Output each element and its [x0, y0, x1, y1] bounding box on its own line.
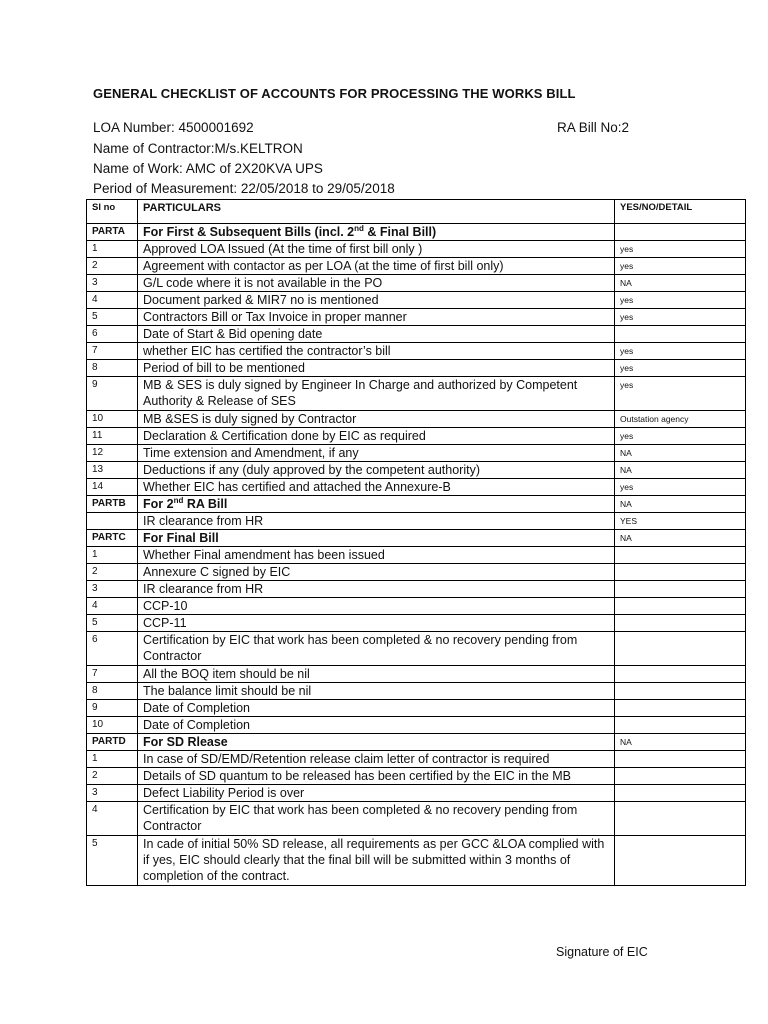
row-particular: Agreement with contactor as per LOA (at the time of first bill only) — [138, 258, 615, 275]
table-row — [87, 411, 746, 428]
row-particular: G/L code where it is not available in the PO — [138, 275, 615, 292]
row-sl: 3 — [87, 275, 138, 292]
row-particular: Details of SD quantum to be released has been certified by the EIC in the MB — [138, 768, 615, 785]
row-status: yes — [615, 309, 746, 326]
row-status — [615, 768, 746, 785]
table-row — [87, 462, 746, 479]
table-row — [87, 598, 746, 615]
row-status — [615, 700, 746, 717]
row-status: yes — [615, 479, 746, 496]
work-name: Name of Work: AMC of 2X20KVA UPS — [93, 161, 323, 176]
table-row — [87, 343, 746, 360]
row-status — [615, 666, 746, 683]
row-status: yes — [615, 292, 746, 309]
row-sl: 12 — [87, 445, 138, 462]
row-sl: 3 — [87, 581, 138, 598]
table-row — [87, 717, 746, 734]
table-row — [87, 632, 746, 666]
row-sl: 6 — [87, 326, 138, 343]
row-status: yes — [615, 343, 746, 360]
row-status: yes — [615, 241, 746, 258]
row-status — [615, 717, 746, 734]
loa-number: LOA Number: 4500001692 — [93, 120, 254, 135]
measurement-period: Period of Measurement: 22/05/2018 to 29/05/2018 — [93, 181, 395, 196]
row-particular: Whether EIC has certified and attached the Annexure-B — [138, 479, 615, 496]
row-particular: IR clearance from HR — [138, 581, 615, 598]
row-sl: 14 — [87, 479, 138, 496]
row-sl: 5 — [87, 309, 138, 326]
row-particular: CCP-10 — [138, 598, 615, 615]
row-particular: MB &SES is duly signed by Contractor — [138, 411, 615, 428]
row-sl: 9 — [87, 377, 138, 411]
row-status — [615, 683, 746, 700]
checklist-table — [86, 199, 746, 886]
row-particular: Contractors Bill or Tax Invoice in proper manner — [138, 309, 615, 326]
table-row — [87, 292, 746, 309]
row-particular: IR clearance from HR — [138, 513, 615, 530]
row-status: NA — [615, 734, 746, 751]
row-sl: 4 — [87, 802, 138, 836]
table-row — [87, 802, 746, 836]
row-particular: Certification by EIC that work has been completed & no recovery pending from Contractor — [138, 632, 615, 666]
row-sl: 13 — [87, 462, 138, 479]
row-sl: 1 — [87, 241, 138, 258]
row-status — [615, 224, 746, 241]
table-row — [87, 309, 746, 326]
row-sl: 6 — [87, 632, 138, 666]
row-sl: 4 — [87, 598, 138, 615]
part-a-heading: For First & Subsequent Bills (incl. 2nd & Final Bill) — [138, 224, 615, 241]
row-particular: Period of bill to be mentioned — [138, 360, 615, 377]
table-row — [87, 564, 746, 581]
table-row — [87, 785, 746, 802]
table-row — [87, 258, 746, 275]
row-sl: 2 — [87, 258, 138, 275]
header-sl-no: Sl no — [87, 200, 138, 224]
row-status: yes — [615, 258, 746, 275]
row-sl: 11 — [87, 428, 138, 445]
row-particular: Defect Liability Period is over — [138, 785, 615, 802]
ra-bill-number: RA Bill No:2 — [557, 120, 630, 135]
row-particular: Annexure C signed by EIC — [138, 564, 615, 581]
row-particular: Certification by EIC that work has been completed & no recovery pending from Contractor — [138, 802, 615, 836]
row-sl: 2 — [87, 768, 138, 785]
part-c-heading: For Final Bill — [138, 530, 615, 547]
row-particular: Date of Completion — [138, 700, 615, 717]
contractor-name: Name of Contractor:M/s.KELTRON — [93, 141, 303, 156]
row-status: NA — [615, 462, 746, 479]
row-particular: Approved LOA Issued (At the time of first bill only ) — [138, 241, 615, 258]
row-sl: PARTB — [87, 496, 138, 513]
row-sl: 7 — [87, 666, 138, 683]
row-status — [615, 785, 746, 802]
row-status: NA — [615, 275, 746, 292]
table-row — [87, 734, 746, 751]
row-sl: 8 — [87, 360, 138, 377]
row-status — [615, 547, 746, 564]
document-title: GENERAL CHECKLIST OF ACCOUNTS FOR PROCESSING THE WORKS BILL — [93, 86, 576, 101]
row-status: NA — [615, 496, 746, 513]
row-particular: whether EIC has certified the contractor’s bill — [138, 343, 615, 360]
row-sl: 1 — [87, 547, 138, 564]
table-row — [87, 479, 746, 496]
row-particular: Date of Completion — [138, 717, 615, 734]
row-status: yes — [615, 360, 746, 377]
row-particular: MB & SES is duly signed by Engineer In Charge and authorized by Competent Authority & Release of SES — [138, 377, 615, 411]
row-status — [615, 326, 746, 343]
row-status — [615, 836, 746, 886]
row-particular: In case of SD/EMD/Retention release claim letter of contractor is required — [138, 751, 615, 768]
table-row — [87, 445, 746, 462]
row-status: yes — [615, 428, 746, 445]
row-sl: 8 — [87, 683, 138, 700]
table-row — [87, 428, 746, 445]
row-status — [615, 598, 746, 615]
row-status: YES — [615, 513, 746, 530]
table-row — [87, 751, 746, 768]
row-particular: Time extension and Amendment, if any — [138, 445, 615, 462]
row-sl: 5 — [87, 836, 138, 886]
table-row — [87, 513, 746, 530]
part-d-heading: For SD Rlease — [138, 734, 615, 751]
row-status: yes — [615, 377, 746, 411]
table-row — [87, 496, 746, 513]
table-row — [87, 530, 746, 547]
row-status — [615, 751, 746, 768]
table-row — [87, 241, 746, 258]
row-sl: 1 — [87, 751, 138, 768]
table-row — [87, 768, 746, 785]
table-row — [87, 224, 746, 241]
row-particular: Whether Final amendment has been issued — [138, 547, 615, 564]
table-row — [87, 700, 746, 717]
table-row — [87, 275, 746, 292]
row-particular: CCP-11 — [138, 615, 615, 632]
row-particular: In cade of initial 50% SD release, all requirements as per GCC &LOA complied with if yes, EIC should clearly that the final bill will be submitted within 3 months of completion of the contract. — [138, 836, 615, 886]
row-sl: 3 — [87, 785, 138, 802]
row-sl: PARTD — [87, 734, 138, 751]
signature-label: Signature of EIC — [556, 945, 648, 959]
table-row — [87, 547, 746, 564]
row-particular: Deductions if any (duly approved by the competent authority) — [138, 462, 615, 479]
row-status: NA — [615, 530, 746, 547]
row-particular: Date of Start & Bid opening date — [138, 326, 615, 343]
row-status: Outstation agency — [615, 411, 746, 428]
row-sl: 2 — [87, 564, 138, 581]
row-particular: Document parked & MIR7 no is mentioned — [138, 292, 615, 309]
row-sl: PARTC — [87, 530, 138, 547]
header-particulars: PARTICULARS — [138, 200, 615, 224]
row-sl — [87, 513, 138, 530]
table-header-row — [87, 200, 746, 224]
row-status — [615, 615, 746, 632]
row-status — [615, 581, 746, 598]
row-sl: 7 — [87, 343, 138, 360]
row-sl: 4 — [87, 292, 138, 309]
table-row — [87, 683, 746, 700]
row-sl: 10 — [87, 717, 138, 734]
table-row — [87, 836, 746, 886]
table-row — [87, 615, 746, 632]
row-sl: PARTA — [87, 224, 138, 241]
part-b-heading: For 2nd RA Bill — [138, 496, 615, 513]
header-status: YES/NO/DETAIL — [615, 200, 746, 224]
row-status: NA — [615, 445, 746, 462]
table-row — [87, 326, 746, 343]
row-status — [615, 564, 746, 581]
row-particular: All the BOQ item should be nil — [138, 666, 615, 683]
row-sl: 5 — [87, 615, 138, 632]
row-particular: The balance limit should be nil — [138, 683, 615, 700]
row-sl: 10 — [87, 411, 138, 428]
row-particular: Declaration & Certification done by EIC as required — [138, 428, 615, 445]
row-sl: 9 — [87, 700, 138, 717]
table-row — [87, 581, 746, 598]
table-row — [87, 666, 746, 683]
row-status — [615, 632, 746, 666]
table-row — [87, 377, 746, 411]
table-row — [87, 360, 746, 377]
row-status — [615, 802, 746, 836]
